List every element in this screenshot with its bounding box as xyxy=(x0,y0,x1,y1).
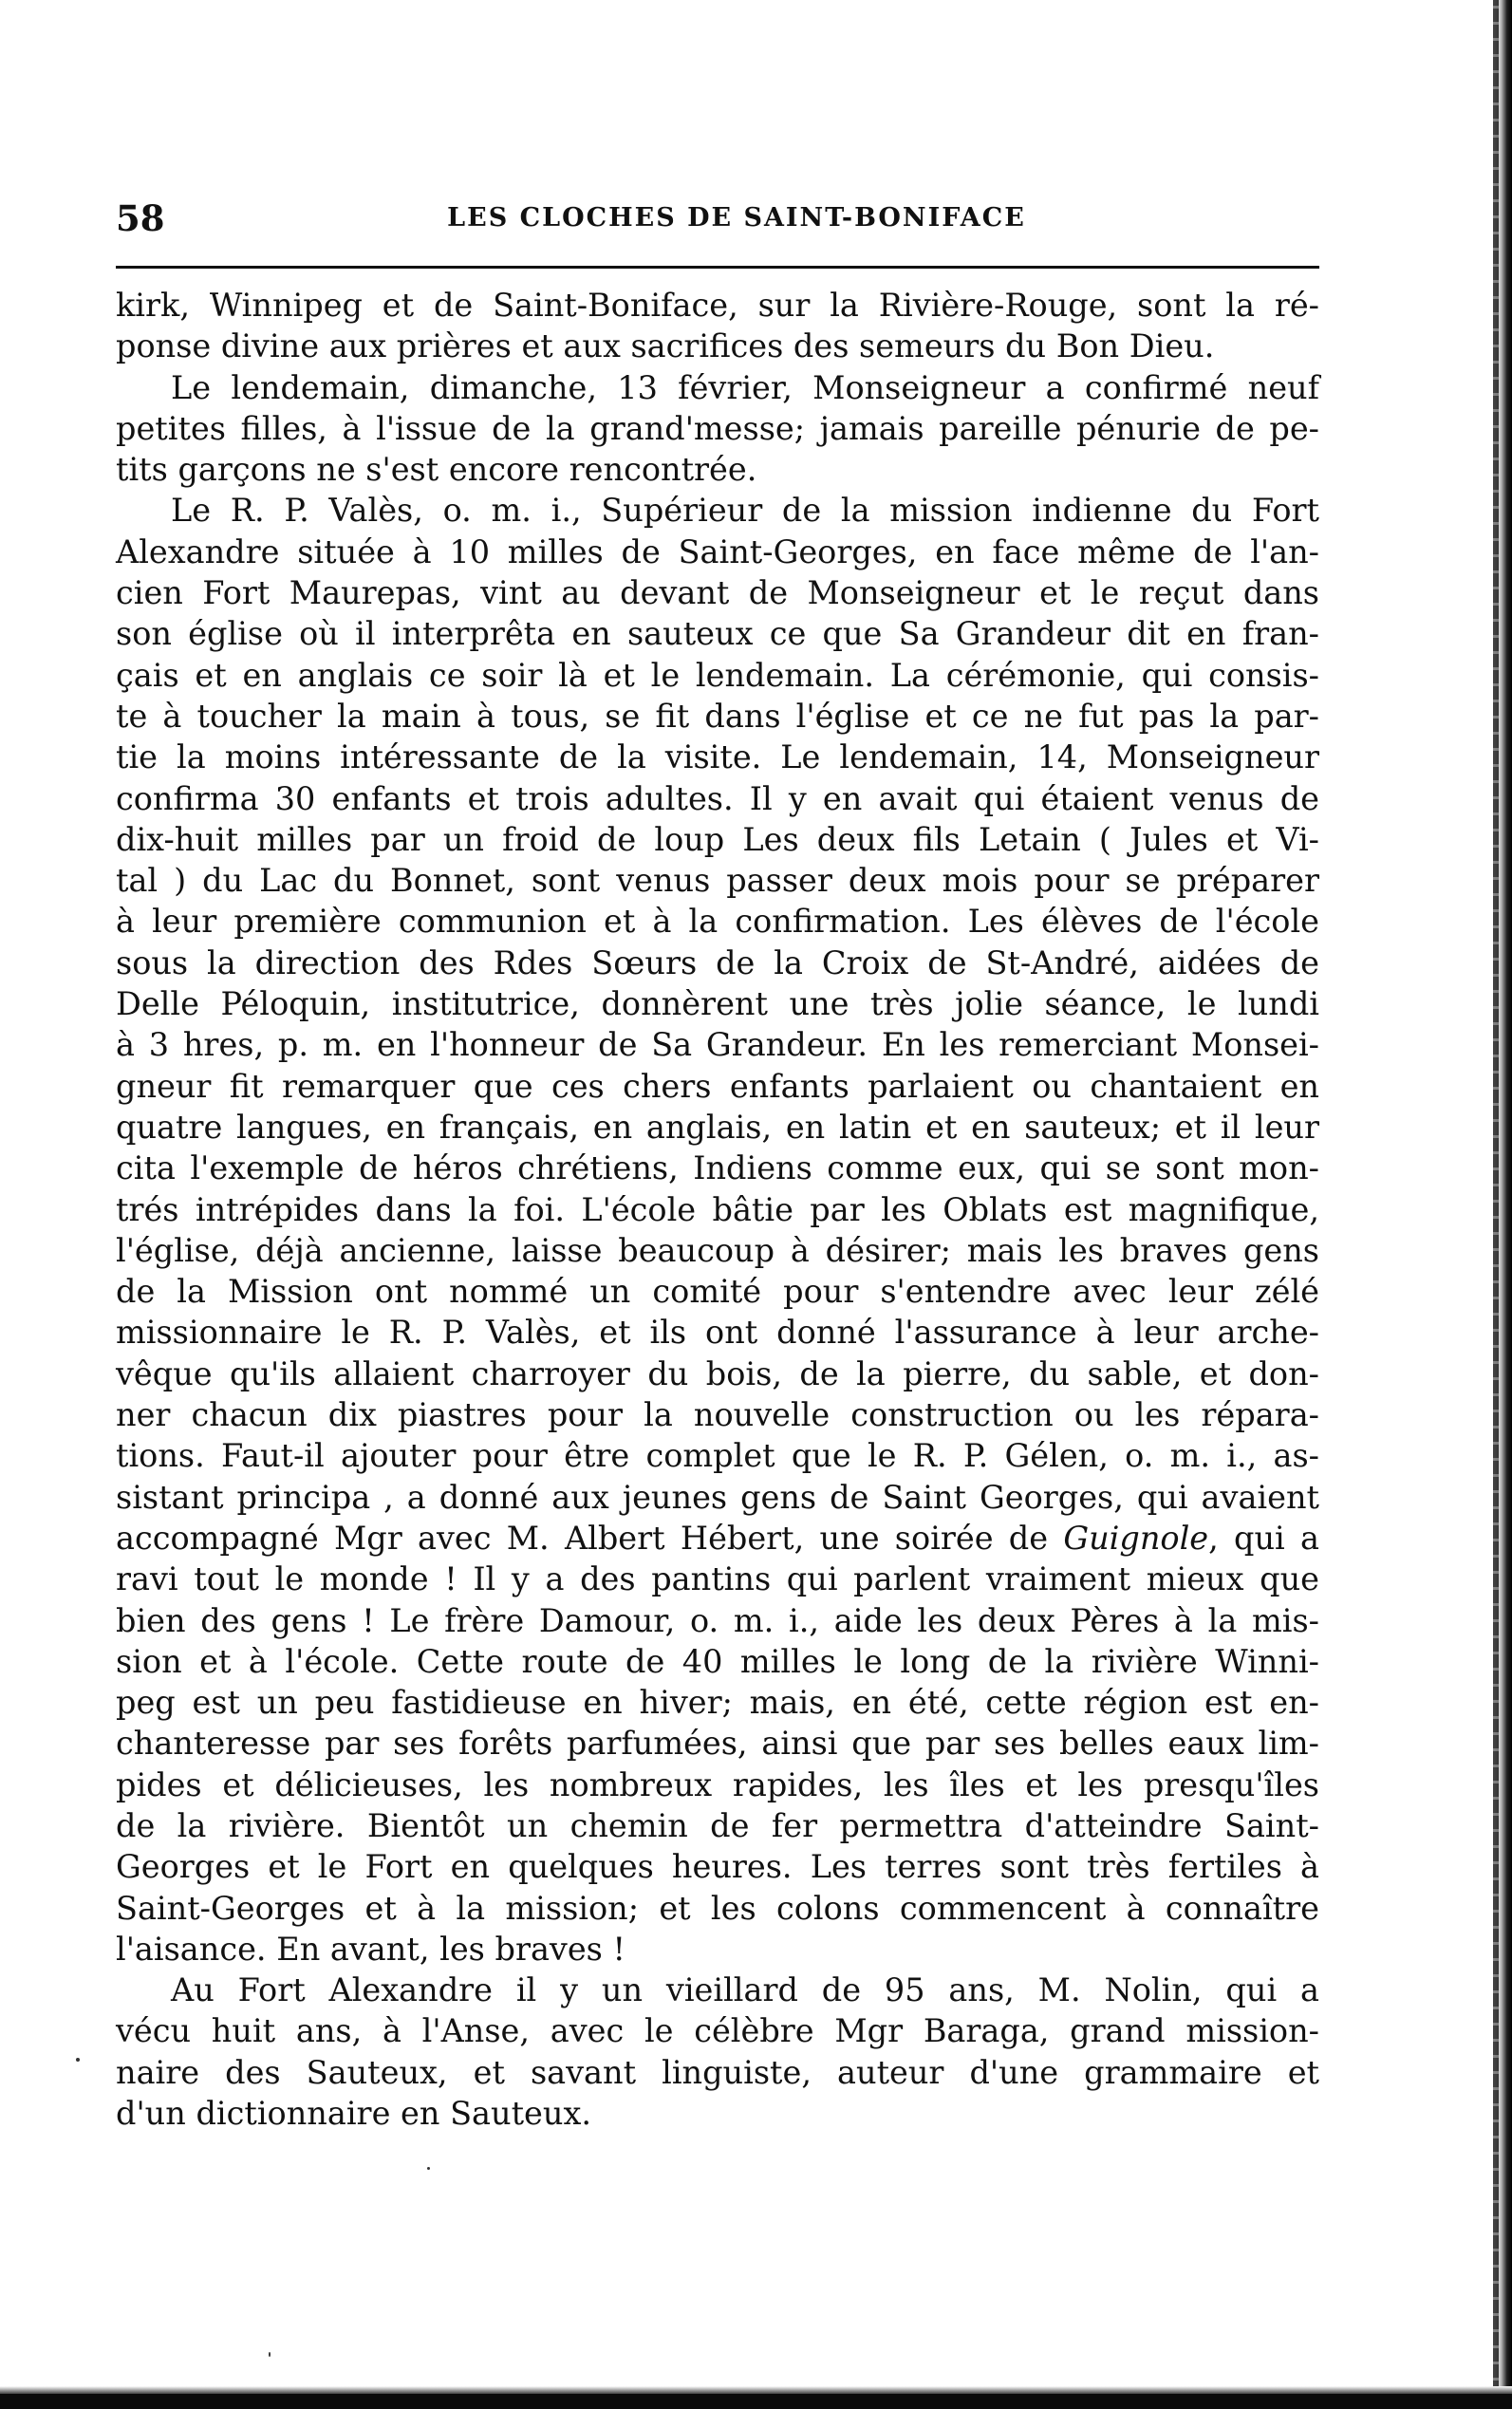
running-title: LES CLOCHES DE SAINT-BONIFACE xyxy=(447,203,1026,233)
text-line: Georges et le Fort en quelques heures. Les terres sont très fertiles à xyxy=(116,1848,1319,1886)
text-line: tie la moins intéressante de la visite. Le lendemain, 14, Monseigneur xyxy=(116,738,1319,776)
text-line: ner chacun dix piastres pour la nouvelle construction ou les répara- xyxy=(116,1396,1319,1434)
text-line: naire des Sauteux, et savant linguiste, auteur d'une grammaire et xyxy=(116,2053,1319,2091)
text-segment: accompagné Mgr avec M. Albert Hébert, une soirée de xyxy=(116,1519,1064,1557)
text-line: tions. Faut-il ajouter pour être complet que le R. P. Gélen, o. m. i., as- xyxy=(116,1437,1319,1475)
text-line: tits garçons ne s'est encore rencontrée. xyxy=(116,451,757,489)
text-line: peg est un peu fastidieuse en hiver; mais, en été, cette région est en- xyxy=(116,1684,1319,1722)
text-line: Delle Péloquin, institutrice, donnèrent une très jolie séance, le lundi xyxy=(116,985,1319,1023)
text-line: tal ) du Lac du Bonnet, sont venus passer deux mois pour se préparer xyxy=(116,862,1319,900)
text-line: ravi tout le monde ! Il y a des pantins qui parlent vraiment mieux que xyxy=(116,1560,1319,1598)
header-rule xyxy=(116,266,1319,269)
text-line: vécu huit ans, à l'Anse, avec le célèbre Mgr Baraga, grand mission- xyxy=(116,2012,1319,2050)
text-line: sistant principa , a donné aux jeunes gens de Saint Georges, qui avaient xyxy=(116,1478,1319,1516)
text-line: trés intrépides dans la foi. L'école bâtie par les Oblats est magnifique, xyxy=(116,1190,1319,1228)
text-line: de la Mission ont nommé un comité pour s'entendre avec leur zélé xyxy=(116,1273,1319,1311)
page-number: 58 xyxy=(116,197,165,239)
text-line: kirk, Winnipeg et de Saint-Boniface, sur la Rivière-Rouge, sont la ré- xyxy=(116,287,1319,324)
text-segment: , qui a xyxy=(1208,1519,1319,1557)
text-line: gneur fit remarquer que ces chers enfants parlaient ou chantaient en xyxy=(116,1067,1319,1105)
text-line: bien des gens ! Le frère Damour, o. m. i., aide les deux Pères à la mis- xyxy=(116,1601,1319,1639)
scan-speck xyxy=(269,2352,271,2357)
text-line: d'un dictionnaire en Sauteux. xyxy=(116,2095,591,2133)
text-line: cien Fort Maurepas, vint au devant de Monseigneur et le reçut dans xyxy=(116,574,1319,612)
text-line: Saint-Georges et à la mission; et les colons commencent à connaître xyxy=(116,1889,1319,1927)
text-line: son église où il interprêta en sauteux ce que Sa Grandeur dit en fran- xyxy=(116,615,1319,653)
italic-word: Guignole xyxy=(1063,1519,1209,1557)
text-line: confirma 30 enfants et trois adultes. Il y en avait qui étaient venus de xyxy=(116,779,1319,817)
text-line: te à toucher la main à tous, se fit dans l'église et ce ne fut pas la par- xyxy=(116,697,1319,735)
text-line: cita l'exemple de héros chrétiens, Indiens comme eux, qui se sont mon- xyxy=(116,1149,1319,1187)
body-text xyxy=(116,285,1319,2134)
text-line: l'aisance. En avant, les braves ! xyxy=(116,1930,625,1968)
text-line: Au Fort Alexandre il y un vieillard de 95 ans, M. Nolin, qui a xyxy=(171,1971,1319,2009)
text-line: missionnaire le R. P. Valès, et ils ont donné l'assurance à leur arche- xyxy=(116,1314,1319,1352)
text-line: dix-huit milles par un froid de loup Les deux fils Letain ( Jules et Vi- xyxy=(116,820,1319,858)
text-line: Le lendemain, dimanche, 13 février, Monseigneur a confirmé neuf xyxy=(171,368,1319,406)
text-line: chanteresse par ses forêts parfumées, ainsi que par ses belles eaux lim- xyxy=(116,1725,1319,1763)
page-header xyxy=(116,195,1319,242)
text-line: l'église, déjà ancienne, laisse beaucoup à désirer; mais les braves gens xyxy=(116,1231,1319,1269)
text-line: sion et à l'école. Cette route de 40 milles le long de la rivière Winni- xyxy=(116,1642,1319,1680)
text-line-with-italic xyxy=(116,1518,1319,1559)
text-line: de la rivière. Bientôt un chemin de fer permettra d'atteindre Saint- xyxy=(116,1806,1319,1844)
text-line: sous la direction des Rdes Sœurs de la Croix de St-André, aidées de xyxy=(116,943,1319,981)
page-edge-texture xyxy=(1493,0,1499,2409)
bottom-edge-shadow xyxy=(0,2394,1512,2409)
text-line: à leur première communion et à la confirmation. Les élèves de l'école xyxy=(116,903,1319,941)
scan-speck xyxy=(76,2058,80,2062)
text-line: vêque qu'ils allaient charroyer du bois, de la pierre, du sable, et don- xyxy=(116,1354,1319,1392)
text-line: petites filles, à l'issue de la grand'messe; jamais pareille pénurie de pe- xyxy=(116,409,1319,447)
text-line: à 3 hres, p. m. en l'honneur de Sa Grandeur. En les remerciant Monsei- xyxy=(116,1026,1319,1064)
text-line: ponse divine aux prières et aux sacrifices des semeurs du Bon Dieu. xyxy=(116,327,1215,365)
text-line: Alexandre située à 10 milles de Saint-Georges, en face même de l'an- xyxy=(116,532,1319,570)
scan-speck xyxy=(427,2167,430,2170)
text-line: Le R. P. Valès, o. m. i., Supérieur de la mission indienne du Fort xyxy=(171,492,1319,530)
text-line: quatre langues, en français, en anglais, en latin et en sauteux; et il leur xyxy=(116,1108,1319,1146)
text-line: çais et en anglais ce soir là et le lendemain. La cérémonie, qui consis- xyxy=(116,656,1319,694)
bottom-edge-fade xyxy=(0,2386,1512,2394)
text-line: pides et délicieuses, les nombreux rapides, les îles et les presqu'îles xyxy=(116,1765,1319,1803)
